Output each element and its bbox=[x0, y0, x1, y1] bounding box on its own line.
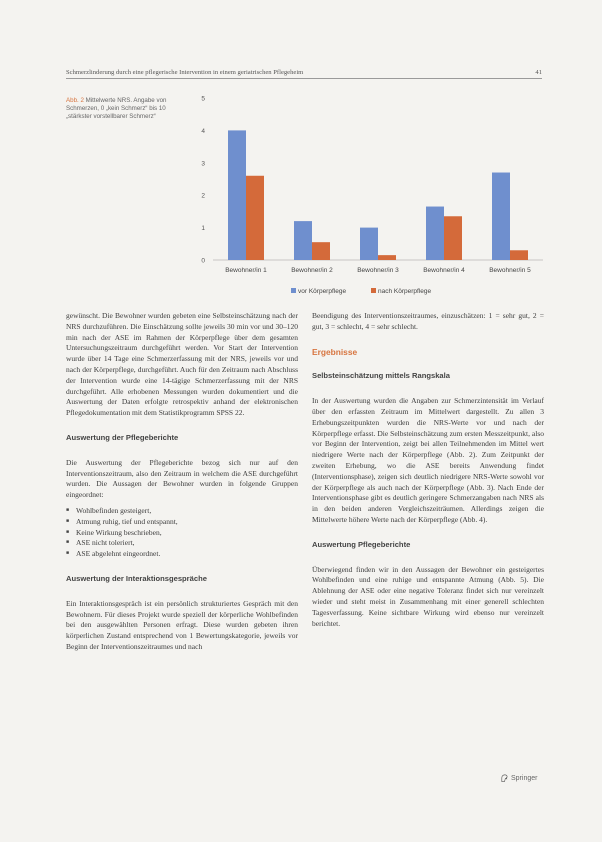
paragraph: Beendigung des Interventionszeitraumes, einzuschätzen: 1 = sehr gut, 2 = gut, 3 = schlecht, 4 = sehr schlecht. bbox=[312, 311, 544, 331]
left-column bbox=[66, 311, 298, 653]
bar bbox=[312, 242, 330, 260]
figure-label: Abb. 2 bbox=[66, 97, 84, 104]
y-tick-label: 5 bbox=[201, 95, 205, 103]
bar bbox=[510, 250, 528, 260]
section-heading: Auswertung der Pflegeberichte bbox=[66, 432, 179, 442]
section-heading: Auswertung der Interaktionsgespräche bbox=[66, 573, 207, 583]
bullet-list bbox=[66, 506, 298, 560]
right-column bbox=[312, 311, 544, 629]
running-title: Schmerzlinderung durch eine pflegerische Intervention in einem geriatrischen Pflegeheim bbox=[66, 69, 304, 76]
x-tick-label: Bewohner/in 5 bbox=[489, 267, 531, 274]
publisher-footer bbox=[500, 773, 537, 783]
running-header bbox=[66, 69, 542, 79]
page-number: 41 bbox=[535, 69, 542, 76]
y-tick-label: 1 bbox=[201, 225, 205, 233]
list-item: ■ ASE abgelehnt eingeordnet. bbox=[66, 549, 298, 560]
publisher-name: Springer bbox=[511, 774, 538, 782]
springer-logo-icon bbox=[500, 773, 509, 783]
paragraph: Überwiegend finden wir in den Aussagen der Bewohner ein gesteigertes Wohlbefinden und eine ruhige und entspannte Atmung (Abb. 5). Die Ablehnung der ASE oder eine negative Toleranz findet sich nur vereinzelt wieder und steht meist in Zusammenhang mit einer generell schlechten Tagesverfassung. Keine sichtbare Wirkung wird ebenso nur vereinzelt berichtet. bbox=[312, 564, 544, 628]
bar bbox=[426, 207, 444, 260]
legend-swatch bbox=[371, 288, 376, 293]
section-heading: Auswertung Pflegeberichte bbox=[312, 539, 411, 549]
paragraph: Ein Interaktionsgespräch ist ein persönlich strukturiertes Gespräch mit den Bewohnern. Für dieses Projekt wurde speziell der körperliche Wohlbefinden bei den ausgewählten Personen erfragt. Diese wurden gebeten ihren körperlichen Zustand entsprechend von 1 Bewertungskategorie, jeweils vor Beginn der Interventionszeitraumes und nach bbox=[66, 598, 298, 651]
paragraph: Die Auswertung der Pflegeberichte bezog sich nur auf den Interventionszeitraum, also den Zeitraum in welchem die ASE durchgeführt wurden. Die Aussagen der Bewohner wurden in folgende Gruppen eingeordnet: bbox=[66, 457, 298, 500]
legend-label: nach Körperpflege bbox=[378, 288, 432, 295]
bar bbox=[492, 173, 510, 260]
bar bbox=[228, 130, 246, 260]
results-heading: Ergebnisse bbox=[312, 346, 358, 357]
list-item: ■ Wohlbefinden gesteigert, bbox=[66, 506, 298, 517]
section-heading: Selbsteinschätzung mittels Rangskala bbox=[312, 371, 450, 381]
legend-label: vor Körperpflege bbox=[298, 288, 347, 295]
x-tick-label: Bewohner/in 2 bbox=[291, 267, 333, 274]
y-tick-label: 4 bbox=[201, 127, 205, 135]
list-item: ■ Atmung ruhig, tief und entspannt, bbox=[66, 517, 298, 528]
legend-swatch bbox=[291, 288, 296, 293]
bar bbox=[246, 176, 264, 260]
bar bbox=[444, 216, 462, 260]
bar bbox=[294, 221, 312, 260]
paragraph: gewünscht. Die Bewohner wurden gebeten eine Selbsteinschätzung nach der NRS durchzuführen. Die Einschätzung sollte jeweils 30 min vor und 30–120 min nach der ASE im Rahmen der Körperpflege über dem gesamten Untersuchungszeitraum durchgeführt werden. Vor Start der Intervention wurde über 14 Tage eine Schmerzerfassung mit der NRS, jeweils vor und nach der Körperpflege, durchgeführt. Auch für den Zeitraum nach Abschluss der Intervention wurde eine 14-tägige Schmerzerfassung mit der NRS durchgeführt. Alle erhobenen Messungen wurden dokumentiert und die Auswertung der Daten erfolgte retrospektiv anhand der elektronischen Pflegedokumentation mit dem Statistikprogramm SPSS 22. bbox=[66, 311, 298, 418]
bar bbox=[378, 255, 396, 260]
y-tick-label: 0 bbox=[201, 257, 205, 265]
figure-caption-text: Mittelwerte NRS. Angabe von Schmerzen, 0 „kein Schmerz“ bis 10 „stärkster vorstellbarer Schmerz“ bbox=[66, 97, 167, 120]
x-tick-label: Bewohner/in 4 bbox=[423, 267, 465, 274]
paragraph: In der Auswertung wurden die Angaben zur Schmerzintensität im Verlauf über den erfassten Zeitraum im Mittelwert dargestellt. Zu allen 3 Erhebungszeitpunkten wurden die NRS-Werte vor und nach der Körperpflege erfasst. Die Selbsteinschätzung zum ersten Messzeitpunkt, also vor Beginn der Intervention, zeigt bei allen Teilnehmenden im Mittel wert niedrigere Werte nach der Körperpflege (Abb. 2). Zum Zeitpunkt der zweiten Erhebung, wo die ASE bereits Anwendung findet (Interventionsphase), zeigen sich deutlich niedrigere NRS-Werte sowohl vor der Körperpflege als auch nach der Körperpflege (Abb. 3). Nach Ende der Interventionsphase gibt es deutlich geringere Schmerzangaben nach NRS als in den beiden anderen Vergleichszeiträumen. Allerdings zeigen die Mittelwerte höhere Werte nach der Körperpflege (Abb. 4). bbox=[312, 396, 544, 524]
y-tick-label: 3 bbox=[201, 160, 205, 168]
bar-chart bbox=[183, 90, 548, 305]
figure-caption bbox=[66, 97, 176, 121]
x-tick-label: Bewohner/in 3 bbox=[357, 267, 399, 274]
list-item: ■ Keine Wirkung beschrieben, bbox=[66, 528, 298, 539]
bar-chart-svg bbox=[183, 90, 548, 305]
x-tick-label: Bewohner/in 1 bbox=[225, 267, 267, 274]
bar bbox=[360, 228, 378, 260]
y-tick-label: 2 bbox=[201, 192, 205, 200]
list-item: ■ ASE nicht toleriert, bbox=[66, 538, 298, 549]
